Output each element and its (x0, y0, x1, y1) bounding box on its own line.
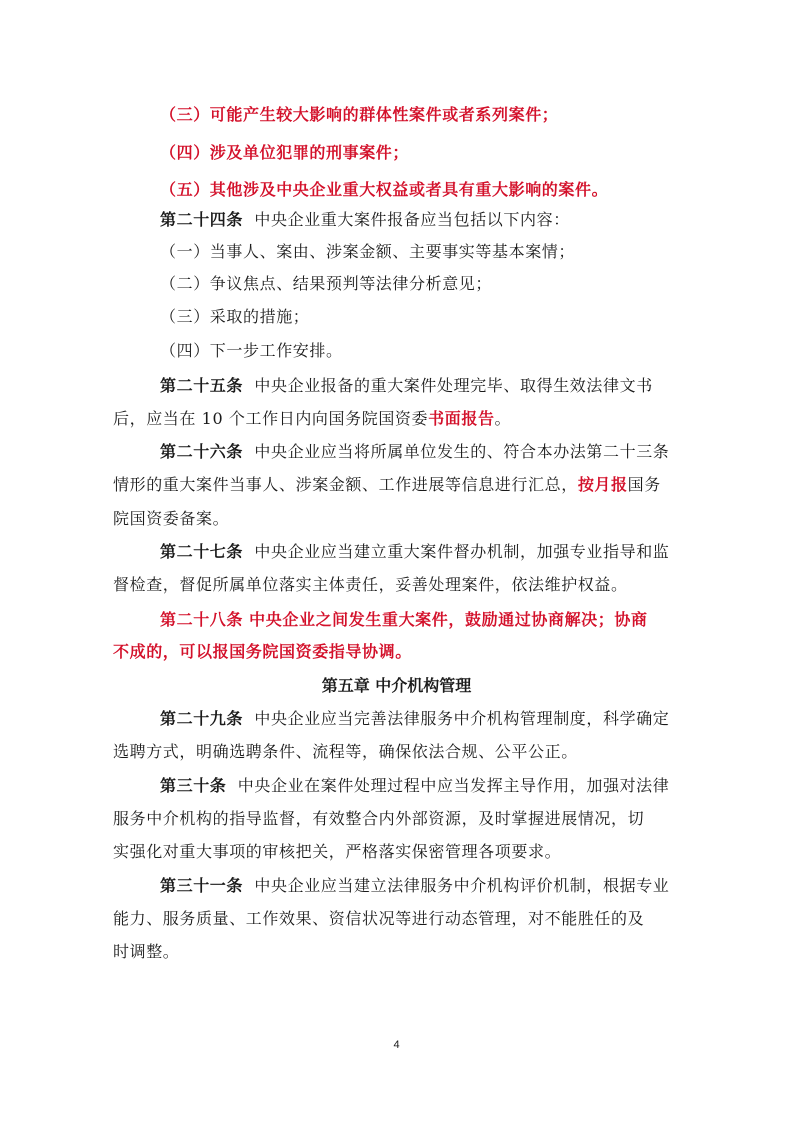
article-26-highlight: 按月报 (577, 475, 628, 494)
article-25-heading: 第二十五条 (160, 376, 244, 395)
article-24-item-1: （一）当事人、案由、涉案金额、主要事实等基本案情； (160, 242, 576, 261)
article-31-line-2: 能力、服务质量、工作效果、资信状况等进行动态管理，对不能胜任的及 (113, 909, 645, 928)
article-27-heading: 第二十七条 (160, 542, 244, 561)
list-item-4-red: （四）涉及单位犯罪的刑事案件； (160, 143, 410, 162)
article-25-text-2c: 。 (494, 409, 512, 428)
article-24-text: 中央企业重大案件报备应当包括以下内容： (254, 210, 570, 229)
article-26-line-3: 院国资委备案。 (113, 509, 230, 528)
article-30-text-1: 中央企业在案件处理过程中应当发挥主导作用，加强对法律 (237, 776, 670, 795)
article-26-line-1 (160, 440, 669, 464)
article-24-item-2: （二）争议焦点、结果预判等法律分析意见； (160, 274, 493, 293)
article-31-heading: 第三十一条 (160, 876, 244, 895)
chapter-5-heading: 第五章 中介机构管理 (321, 676, 472, 695)
article-31-line-3: 时调整。 (113, 942, 180, 961)
article-29-line-1 (160, 707, 669, 731)
article-28-line-1: 第二十八条 中央企业之间发生重大案件，鼓励通过协商解决；协商 (160, 610, 648, 629)
article-30-line-2: 服务中介机构的指导监督，有效整合内外部资源，及时掌握进展情况，切 (113, 809, 645, 828)
article-31-text-1: 中央企业应当建立法律服务中介机构评价机制，根据专业 (254, 876, 670, 895)
article-29-text-1: 中央企业应当完善法律服务中介机构管理制度，科学确定 (254, 709, 670, 728)
article-26-text-2a: 情形的重大案件当事人、涉案金额、工作进展等信息进行汇总， (113, 475, 578, 494)
article-26-text-1: 中央企业应当将所属单位发生的、符合本办法第二十三条 (254, 442, 670, 461)
article-26-line-2 (113, 473, 661, 497)
article-26-heading: 第二十六条 (160, 442, 244, 461)
article-29-heading: 第二十九条 (160, 709, 244, 728)
article-25-highlight: 书面报告 (428, 409, 495, 428)
list-item-3-red: （三）可能产生较大影响的群体性案件或者系列案件； (160, 105, 559, 124)
article-30-line-3: 实强化对重大事项的审核把关，严格落实保密管理各项要求。 (113, 842, 562, 861)
article-25-text-1: 中央企业报备的重大案件处理完毕、取得生效法律文书 (254, 376, 653, 395)
article-27-text-1: 中央企业应当建立重大案件督办机制，加强专业指导和监 (254, 542, 670, 561)
article-24 (160, 208, 570, 232)
article-24-item-4: （四）下一步工作安排。 (160, 341, 343, 360)
article-27-line-2: 督检查，督促所属单位落实主体责任，妥善处理案件，依法维护权益。 (113, 575, 628, 594)
article-25-line-1 (160, 374, 653, 398)
list-item-5-red: （五）其他涉及中央企业重大权益或者具有重大影响的案件。 (160, 180, 609, 199)
article-31-line-1 (160, 874, 669, 898)
article-30-line-1 (160, 774, 669, 798)
article-27-line-1 (160, 540, 669, 564)
article-24-item-3: （三）采取的措施； (160, 307, 310, 326)
article-30-heading: 第三十条 (160, 776, 227, 795)
article-28-line-2: 不成的，可以报国务院国资委指导协调。 (113, 642, 412, 661)
article-25-line-2 (113, 407, 511, 431)
article-25-text-2a: 后，应当在 10 个工作日内向国务院国资委 (113, 409, 429, 428)
article-29-line-2: 选聘方式，明确选聘条件、流程等，确保依法合规、公平公正。 (113, 742, 578, 761)
page-number: 4 (393, 1039, 400, 1051)
article-24-heading: 第二十四条 (160, 210, 244, 229)
article-26-text-2c: 国务 (627, 475, 661, 494)
